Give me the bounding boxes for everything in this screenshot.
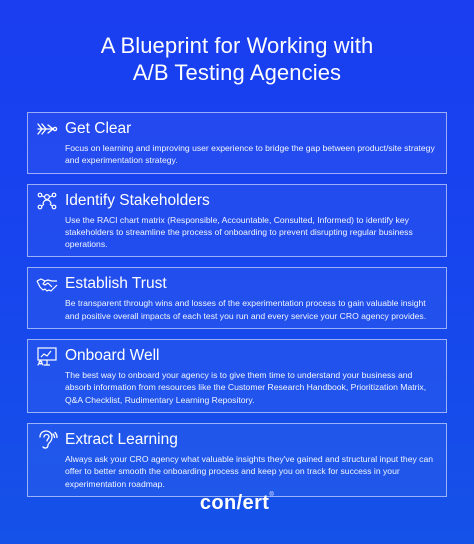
card-title: Onboard Well [65,347,160,365]
card-text: Be transparent through wins and losses of the experimentation process to gain valuable insight and positive overall impacts of each test you run and every service your CRO agency provides. [65,298,427,321]
card-extract-learning [27,423,447,497]
card-onboard-well [27,339,447,413]
card-title: Extract Learning [65,430,178,448]
card-text: Always ask your CRO agency what valuable insights they've gained and structural input they can offer to better smooth the onboarding process and keep you on track for success in your experimentation roadmap. [65,453,434,489]
card-get-clear [27,112,447,174]
card-establish-trust [27,267,447,329]
card-text: The best way to onboard your agency is to give them time to understand your business and absorb information from resources like the Customer Research Handbook, Prioritization Matrix, Q&A Checklist, Rudimentary Learning Repository. [65,370,427,405]
dart-arrow-icon [36,119,58,139]
page-title [0,32,474,86]
ear-icon [36,430,58,450]
cards-list [27,112,447,507]
handshake-icon [36,274,58,294]
card-title: Identify Stakeholders [65,191,210,209]
page-title-line-2: A/B Testing Agencies [132,60,342,85]
logo-text: con/ert [199,492,270,514]
card-text: Use the RACI chart matrix (Responsible, Accountable, Consulted, Informed) to identify key stakeholders to streamline the process of onboarding to prevent disrupting regular business operations. [65,214,413,250]
card-text: Focus on learning and improving user experience to bridge the gap between product/site strategy and experimentation strategy. [65,143,435,166]
stakeholders-icon [36,191,58,211]
presentation-icon [36,346,58,366]
card-title: Establish Trust [65,275,167,293]
page-title-line-1: A Blueprint for Working with [100,33,374,58]
card-title: Get Clear [65,120,132,137]
card-identify-stakeholders [27,184,447,258]
registered-mark: ® [269,492,275,498]
convert-logo [0,492,474,515]
